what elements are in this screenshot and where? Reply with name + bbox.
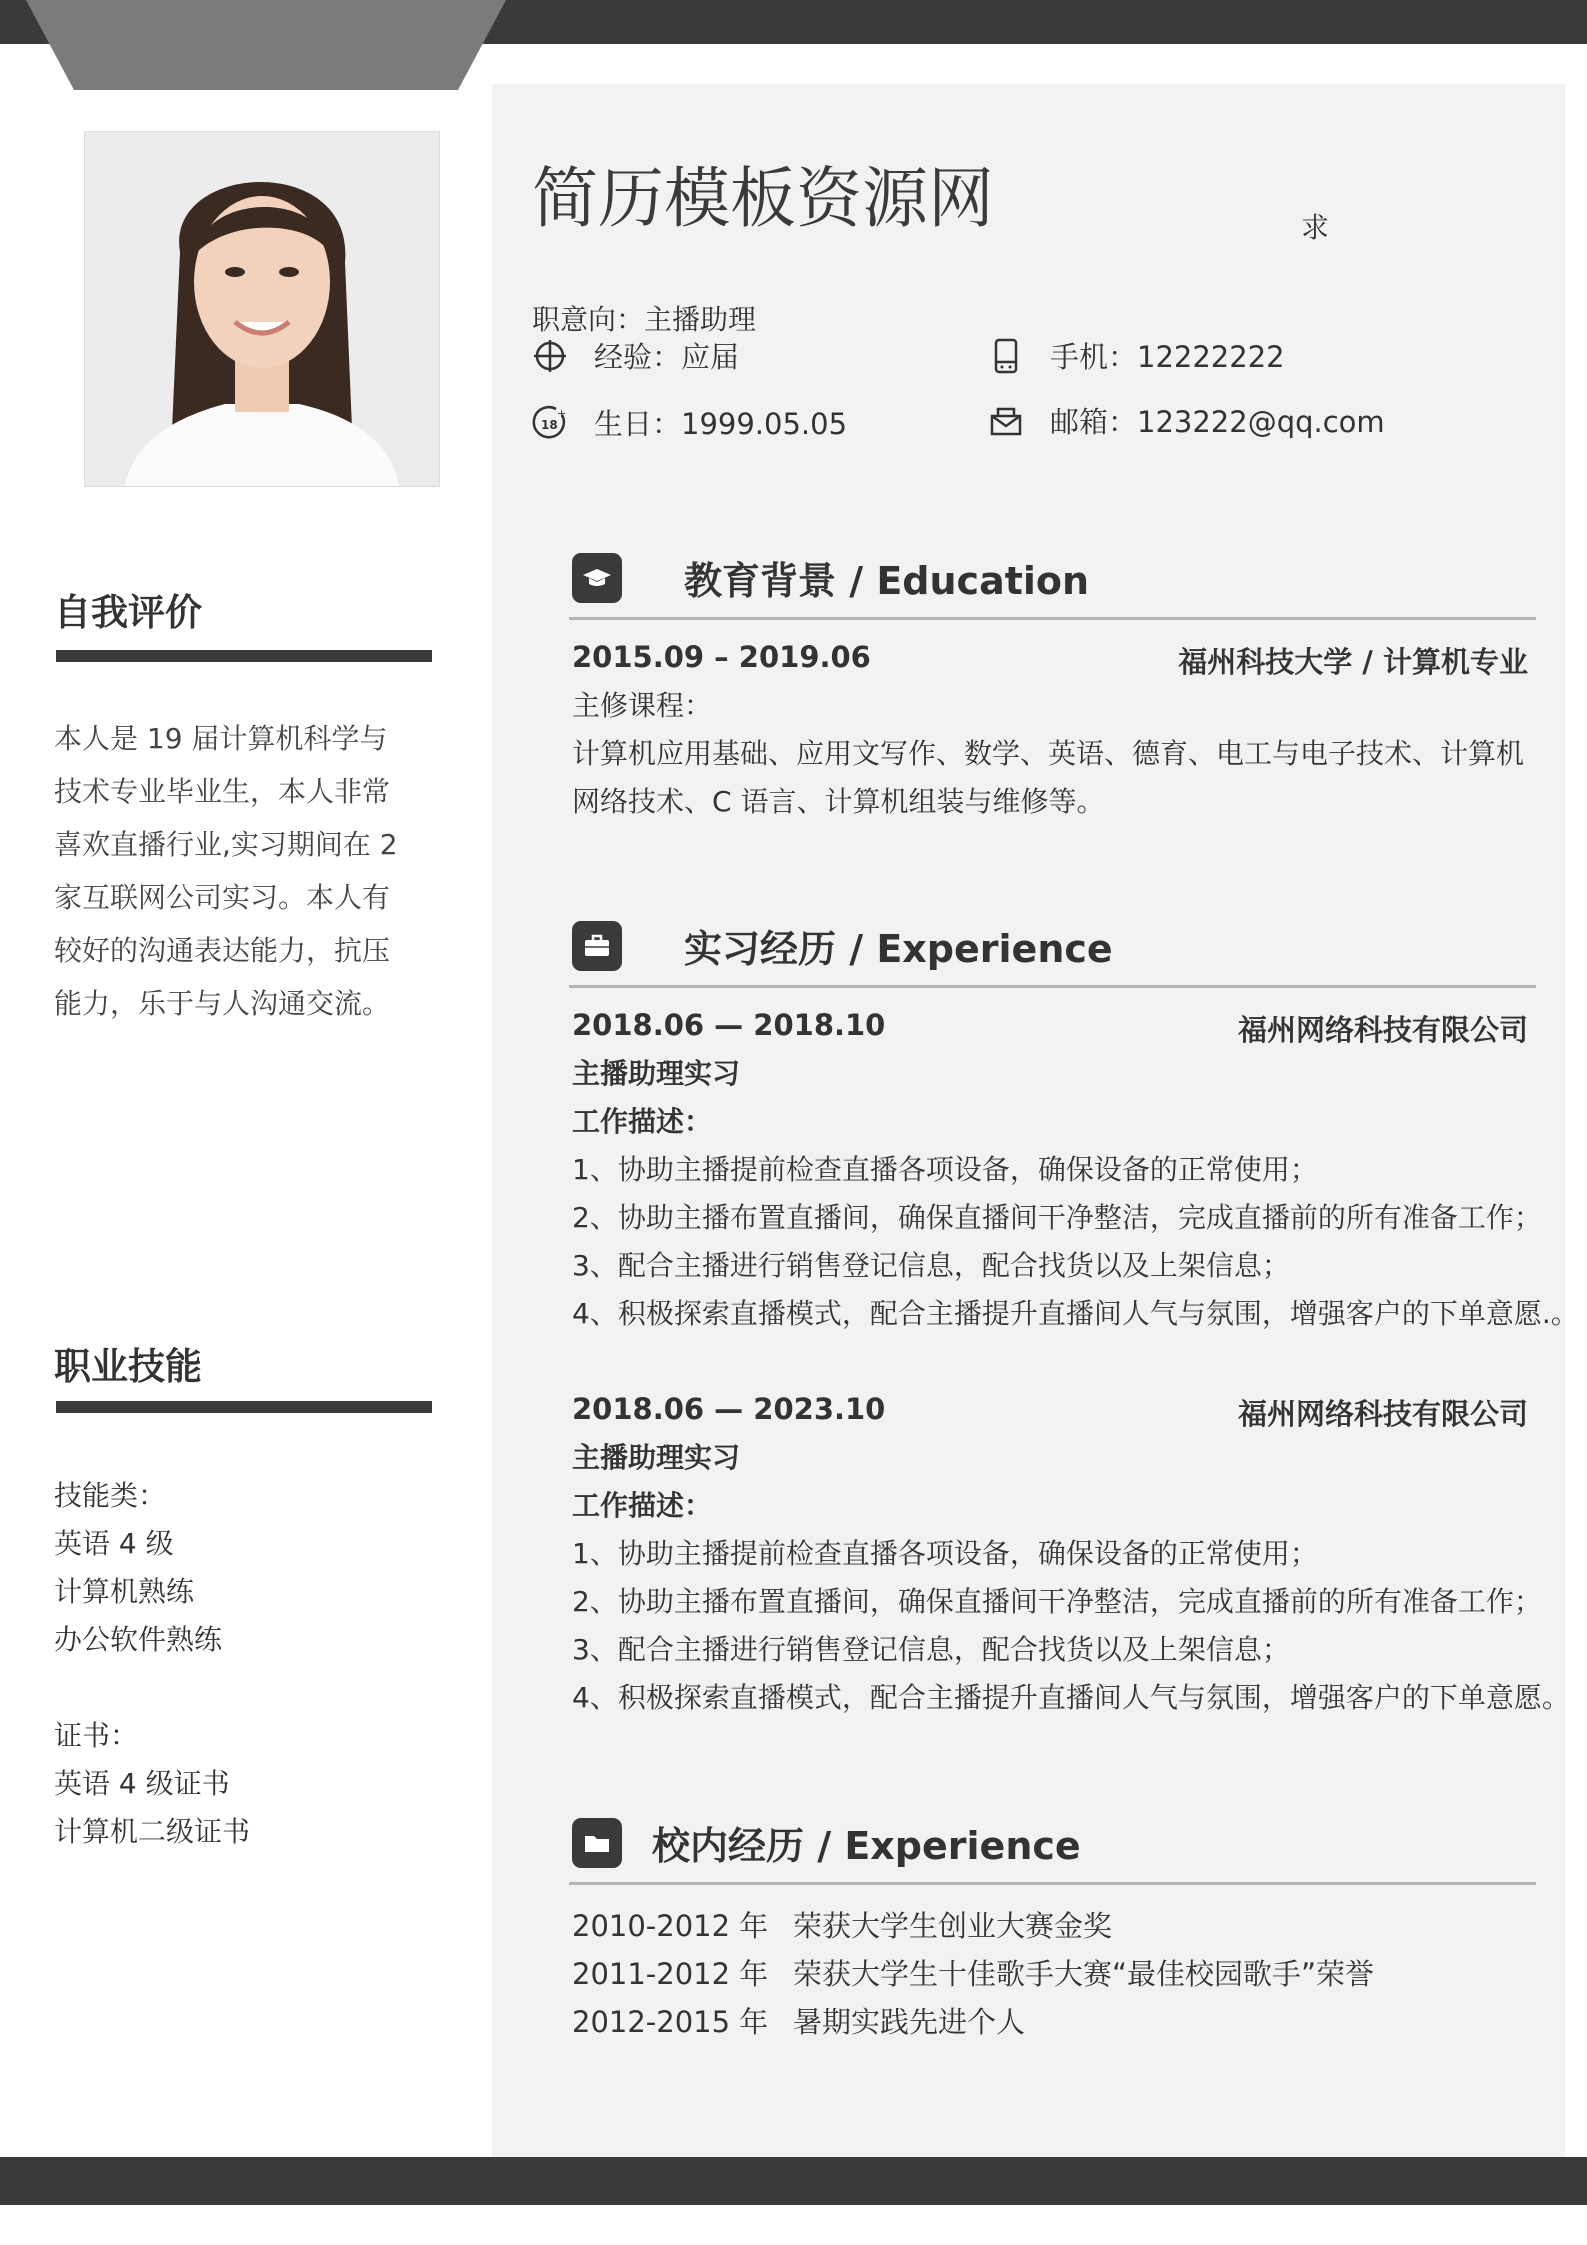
- skill-item: 英语 4 级: [54, 1527, 174, 1560]
- self-eval-text: [54, 712, 434, 1030]
- self-eval-underline: [56, 650, 432, 662]
- self-eval-line: 能力，乐于与人沟通交流。: [54, 987, 391, 1020]
- skills-title: 职业技能: [54, 1345, 202, 1388]
- folder-icon: [572, 1818, 622, 1868]
- job-desc-item: 2、协助主播布置直播间，确保直播间干净整洁，完成直播前的所有准备工作；: [572, 1201, 1542, 1234]
- email-text: 邮箱：123222@qq.com: [1050, 405, 1385, 439]
- award-year: 2011-2012 年: [572, 1957, 769, 1991]
- skills-list: [54, 1472, 250, 1856]
- job-desc-item: 1、协助主播提前检查直播各项设备，确保设备的正常使用；: [572, 1537, 1318, 1570]
- job-desc-item: 4、积极探索直播模式，配合主播提升直播间人气与氛围，增强客户的下单意愿。: [572, 1681, 1570, 1714]
- skill-item: 办公软件熟练: [54, 1623, 223, 1656]
- header-char: 求: [1301, 211, 1330, 244]
- info-phone: [988, 335, 1285, 376]
- self-eval-line: 喜欢直播行业,实习期间在 2: [54, 828, 398, 861]
- self-eval-line: 家互联网公司实习。本人有: [54, 881, 391, 914]
- experience-text: 经验：应届: [594, 340, 740, 374]
- award-year: 2010-2012 年: [572, 1909, 769, 1943]
- job-intent: 职意向：主播助理: [532, 303, 757, 336]
- portrait-image: [85, 132, 439, 486]
- age-18-icon: [532, 405, 568, 441]
- award-text: 暑期实践先进个人: [793, 2005, 1026, 2039]
- campus-title: 校内经历 / Experience: [652, 1824, 1081, 1868]
- cert-label: 证书：: [54, 1719, 139, 1752]
- briefcase-icon: [572, 921, 622, 971]
- skill-item: 计算机熟练: [54, 1575, 195, 1608]
- job-period: 2018.06 — 2023.10: [572, 1392, 886, 1426]
- self-eval-line: 技术专业毕业生，本人非常: [54, 775, 391, 808]
- education-header: [572, 550, 1089, 605]
- job-role: 主播助理实习: [572, 1441, 741, 1474]
- skills-underline: [56, 1401, 432, 1413]
- info-experience: [532, 335, 739, 376]
- courses-label: 主修课程：: [572, 689, 713, 722]
- info-email: [988, 400, 1385, 441]
- graduation-cap-icon: [572, 553, 622, 603]
- phone-text: 手机：12222222: [1050, 340, 1285, 374]
- phone-icon: [988, 338, 1024, 374]
- job-company: 福州网络科技有限公司: [1237, 1013, 1528, 1047]
- mail-icon: [988, 403, 1024, 439]
- award-text: 荣获大学生十佳歌手大赛“最佳校园歌手”荣誉: [793, 1957, 1375, 1991]
- birthday-text: 生日：1999.05.05: [594, 407, 848, 441]
- self-eval-line: 本人是 19 届计算机科学与: [54, 722, 388, 755]
- target-icon: [532, 338, 568, 374]
- self-eval-line: 较好的沟通表达能力，抗压: [54, 934, 391, 967]
- education-row: [572, 640, 1528, 681]
- experience-header: [572, 918, 1113, 973]
- svg-text:18: 18: [541, 417, 558, 432]
- education-title: 教育背景 / Education: [684, 559, 1090, 603]
- job-company: 福州网络科技有限公司: [1237, 1397, 1528, 1431]
- job-desc-item: 4、积极探索直播模式，配合主播提升直播间人气与氛围，增强客户的下单意愿.。: [572, 1297, 1579, 1330]
- self-eval-title: 自我评价: [54, 591, 202, 634]
- cert-item: 计算机二级证书: [54, 1815, 251, 1848]
- education-period: 2015.09 – 2019.06: [572, 640, 871, 674]
- courses-line: 计算机应用基础、应用文写作、数学、英语、德育、电工与电子技术、计算机: [572, 737, 1525, 770]
- spacer: [54, 1664, 250, 1712]
- info-birthday: [532, 402, 847, 443]
- job-desc-item: 1、协助主播提前检查直播各项设备，确保设备的正常使用；: [572, 1153, 1318, 1186]
- skill-label: 技能类：: [54, 1479, 167, 1512]
- job-period: 2018.06 — 2018.10: [572, 1008, 886, 1042]
- job-desc-label: 工作描述：: [572, 1105, 713, 1138]
- job-desc-item: 2、协助主播布置直播间，确保直播间干净整洁，完成直播前的所有准备工作；: [572, 1585, 1542, 1618]
- top-trapezoid-decoration: [26, 0, 506, 90]
- bottom-bar: [0, 2157, 1587, 2205]
- education-divider: [569, 617, 1536, 620]
- cert-item: 英语 4 级证书: [54, 1767, 230, 1800]
- job-desc-label: 工作描述：: [572, 1489, 713, 1522]
- job-role: 主播助理实习: [572, 1057, 741, 1090]
- education-school: 福州科技大学 / 计算机专业: [1178, 645, 1528, 679]
- campus-divider: [569, 1882, 1536, 1885]
- job-details: [572, 1434, 1570, 1722]
- experience-divider: [569, 985, 1536, 988]
- job-desc-item: 3、配合主播进行销售登记信息，配合找货以及上架信息；: [572, 1633, 1290, 1666]
- campus-header: [572, 1815, 1081, 1870]
- profile-photo: [84, 131, 440, 487]
- job-row: [572, 1008, 1528, 1049]
- job-details: [572, 1050, 1579, 1338]
- courses-line: 网络技术、C 语言、计算机组装与维修等。: [572, 785, 1105, 818]
- experience-title: 实习经历 / Experience: [684, 927, 1113, 971]
- award-text: 荣获大学生创业大赛金奖: [793, 1909, 1113, 1943]
- job-desc-item: 3、配合主播进行销售登记信息，配合找货以及上架信息；: [572, 1249, 1290, 1282]
- education-courses: [572, 682, 1524, 826]
- resume-name: 简历模板资源网: [532, 160, 994, 237]
- svg-text:+: +: [557, 406, 567, 420]
- award-year: 2012-2015 年: [572, 2005, 769, 2039]
- job-row: [572, 1392, 1528, 1433]
